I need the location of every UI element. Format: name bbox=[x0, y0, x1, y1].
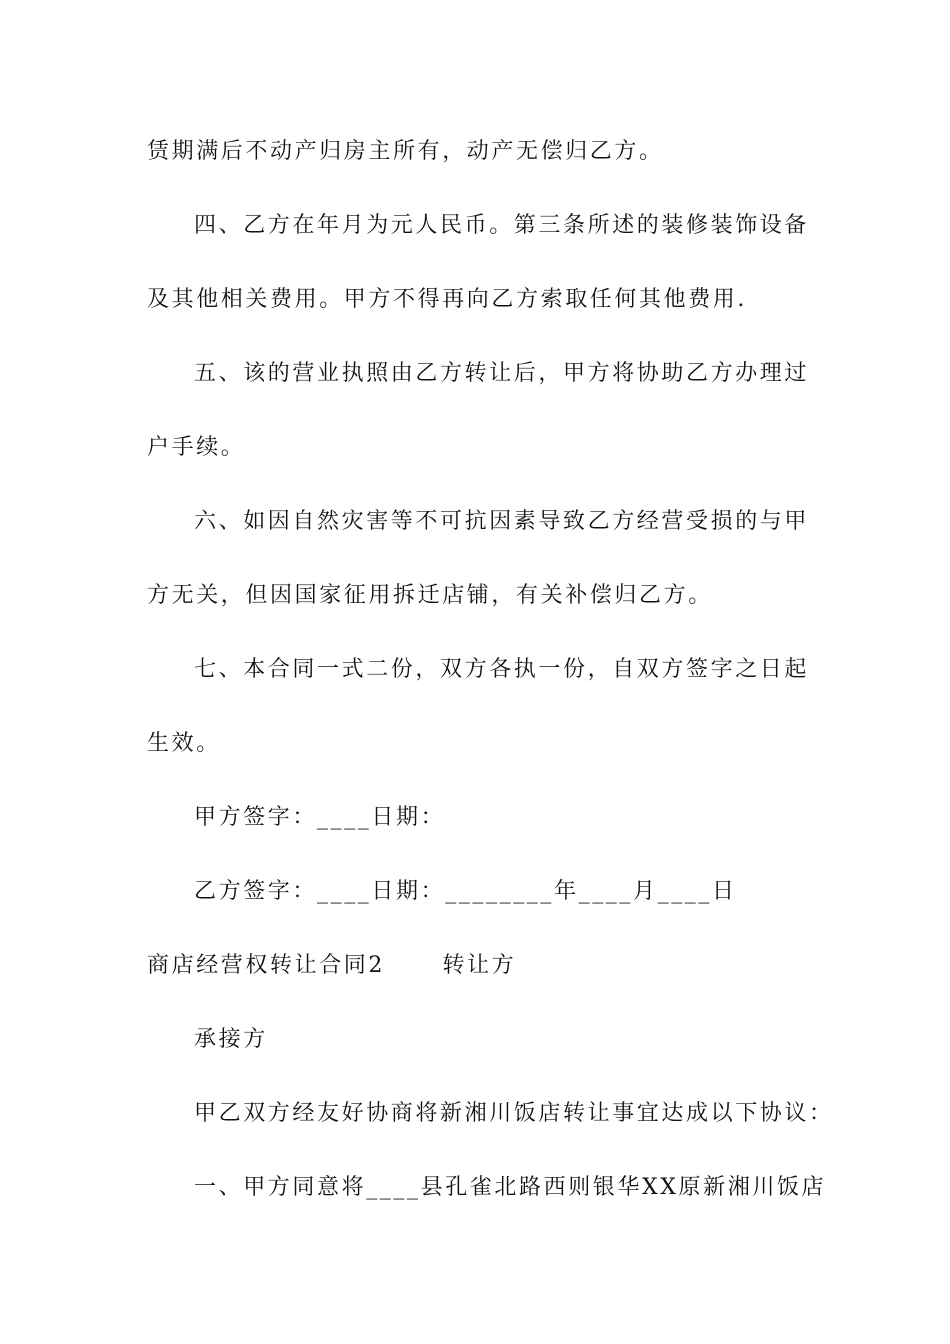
paragraph-line: 生效。 bbox=[147, 731, 221, 756]
signature-line-party-a: 甲方签字：____日期： bbox=[194, 805, 446, 830]
contract-title-line: 商店经营权转让合同2 转让方 bbox=[147, 953, 517, 978]
paragraph-line: 承接方 bbox=[194, 1027, 268, 1052]
signature-line-party-b: 乙方签字：____日期：________年____月____日 bbox=[194, 879, 737, 904]
paragraph-line: 及其他相关费用。甲方不得再向乙方索取任何其他费用. bbox=[147, 287, 747, 312]
paragraph-line: 一、甲方同意将____县孔雀北路西则银华XX原新湘川饭店 bbox=[194, 1175, 827, 1200]
paragraph-line: 甲乙双方经友好协商将新湘川饭店转让事宜达成以下协议： bbox=[194, 1101, 834, 1126]
paragraph-line: 赁期满后不动产归房主所有，动产无偿归乙方。 bbox=[147, 139, 664, 164]
paragraph-line: 七、本合同一式二份，双方各执一份，自双方签字之日起 bbox=[194, 657, 810, 682]
paragraph-line: 五、该的营业执照由乙方转让后，甲方将协助乙方办理过 bbox=[194, 361, 810, 386]
paragraph-line: 四、乙方在年月为元人民币。第三条所述的装修装饰设备 bbox=[194, 213, 810, 238]
paragraph-line: 六、如因自然灾害等不可抗因素导致乙方经营受损的与甲 bbox=[194, 509, 810, 534]
paragraph-line: 方无关，但因国家征用拆迁店铺，有关补偿归乙方。 bbox=[147, 583, 713, 608]
paragraph-line: 户手续。 bbox=[147, 435, 246, 460]
